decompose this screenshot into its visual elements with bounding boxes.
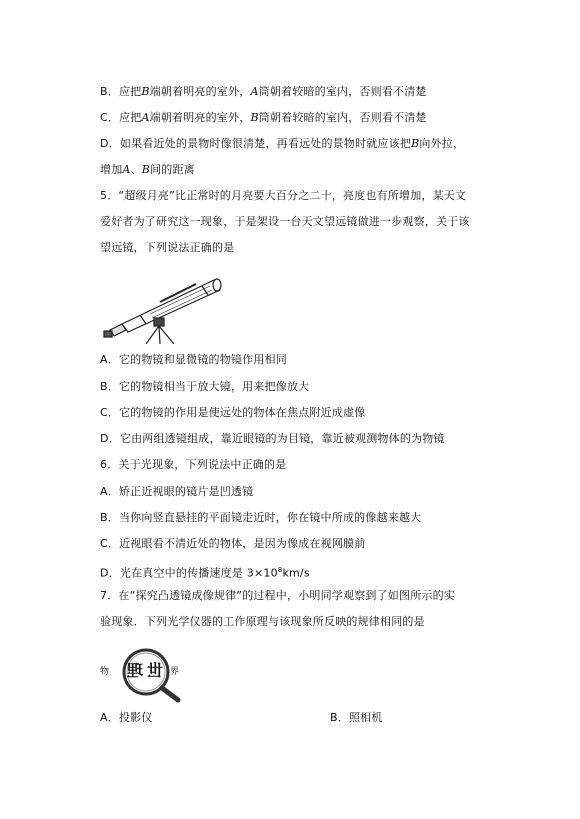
q6-option-d: D．光在真空中的传播速度是 $3\times 10^8km/s$ <box>100 566 310 580</box>
figure-char-left: 物 <box>100 667 110 677</box>
q6-option-a: A．矫正近视眼的镜片是凹透镜 <box>100 485 254 498</box>
q5-option-d: D．它由两组透镜组成，靠近眼镜的为目镜，靠近被观测物体的为物镜 <box>100 432 445 445</box>
q5-option-c: C．它的物镜的作用是使远处的物体在焦点附近成虚像 <box>100 406 366 419</box>
q5-stem-line2: 爱好者为了研究这一现象，于是架设一台天文望远镜做进一步观察，关于该 <box>100 215 470 228</box>
option-b-prev: B．应把B端朝着明亮的室外，A筒朝着较暗的室内，否则看不清楚 <box>100 85 427 98</box>
option-d-prev-line1: D．如果看近处的景物时像很清楚，再看远处的景物时就应该把B向外拉， <box>100 137 465 150</box>
q7-stem-line2: 验现象．下列光学仪器的工作原理与该现象所反映的规律相同的是 <box>100 615 425 628</box>
q7-stem-line1: 7．在“探究凸透镜成像规律”的过程中，小明同学观察到了如图所示的实 <box>100 589 455 602</box>
magnifier-figure <box>100 644 195 704</box>
q5-stem-line1: 5．“超级月亮”比正常时的月亮要大百分之二十，亮度也有所增加，某天文 <box>100 189 467 202</box>
option-c-prev: C．应把A端朝着明亮的室外，B筒朝着较暗的室内，否则看不清楚 <box>100 111 427 124</box>
figure-char-right: 界 <box>170 667 180 677</box>
option-d-prev-line2: 增加A、B间的距离 <box>100 163 195 176</box>
q6-stem: 6．关于光现象，下列说法中正确的是 <box>100 458 287 471</box>
q5-option-a: A．它的物镜和显微镜的物镜作用相同 <box>100 353 287 366</box>
telescope-figure <box>100 268 230 344</box>
q5-stem-line3: 望远镜，下列说法正确的是 <box>100 241 235 254</box>
q7-option-b: B．照相机 <box>330 711 383 724</box>
figure-char-magnified-2: 世 <box>147 661 164 680</box>
q6-option-c: C．近视眼看不清近处的物体，是因为像成在视网膜前 <box>100 537 366 550</box>
figure-char-magnified-1: 理 <box>127 661 144 680</box>
q6-option-b: B．当你向竖直悬挂的平面镜走近时，你在镜中所成的像越来越大 <box>100 511 422 524</box>
q7-option-a: A．投影仪 <box>100 711 153 724</box>
q5-option-b: B．它的物镜相当于放大镜，用来把像放大 <box>100 380 310 393</box>
